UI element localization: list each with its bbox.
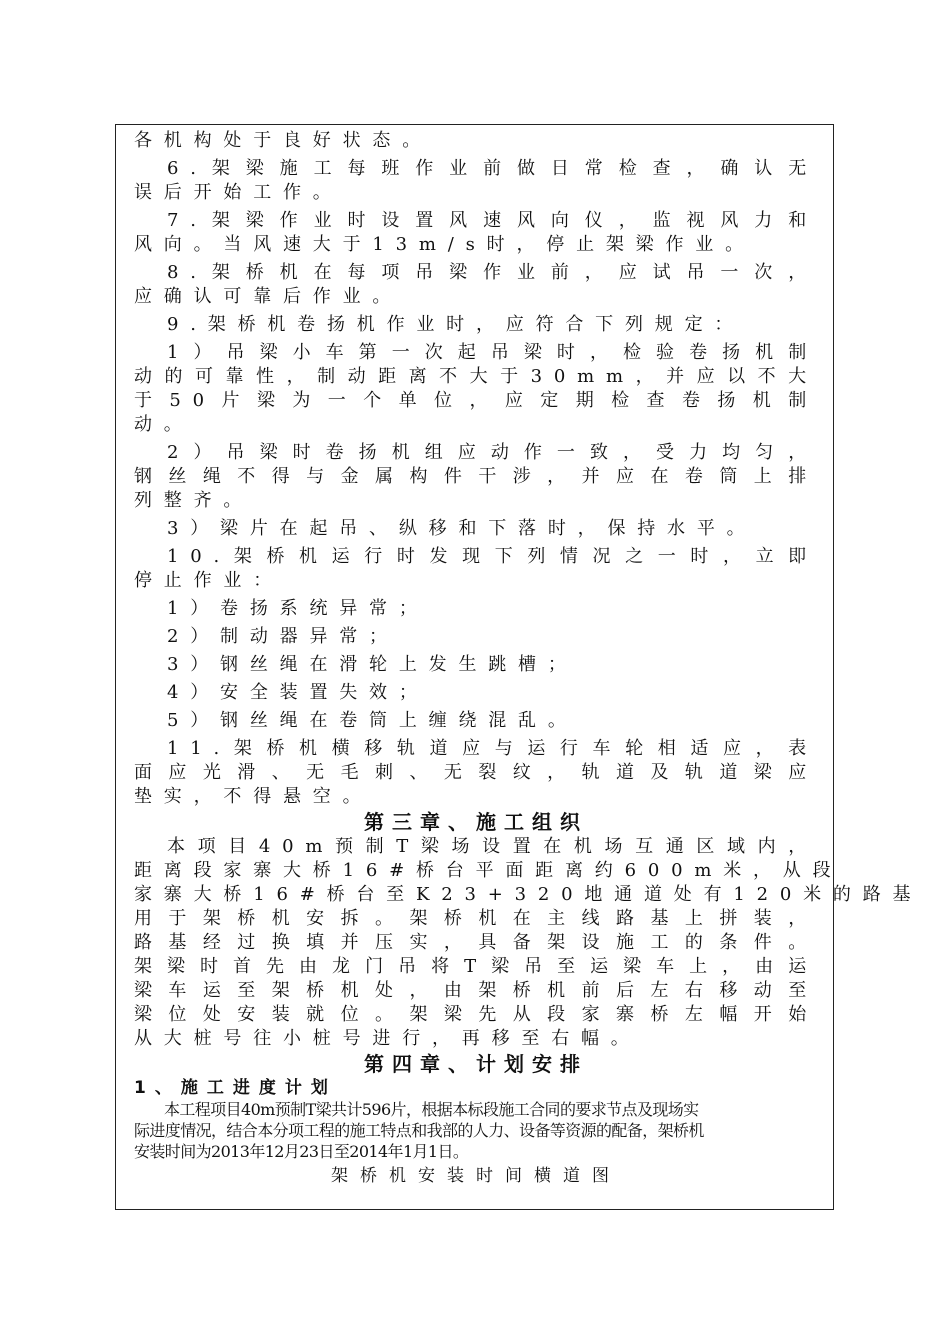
text-line: 3）钢丝绳在滑轮上发生跳槽； xyxy=(167,654,578,675)
text-line: 架梁时首先由龙门吊将T梁吊至运梁车上，由运 xyxy=(134,956,818,977)
text-line: 6.架梁施工每班作业前做日常检查，确认无 xyxy=(167,158,818,179)
text-line: 应确认可靠后作业。 xyxy=(134,286,403,307)
text-line: 从大桩号往小桩号进行，再移至右幅。 xyxy=(134,1028,641,1049)
text-line: 于50片梁为一个单位，应定期检查卷扬机制 xyxy=(134,390,818,411)
text-line: 列整齐。 xyxy=(134,490,254,511)
text-line: 动的可靠性，制动距离不大于30mm，并应以不大 xyxy=(134,366,818,387)
text-line: 1）卷扬系统异常； xyxy=(167,598,429,619)
text-line: 10.架桥机运行时发现下列情况之一时，立即 xyxy=(167,546,818,567)
section-title: 1、施工进度计划 xyxy=(134,1078,337,1098)
text-line: 8.架桥机在每项吊梁作业前，应试吊一次， xyxy=(167,262,818,283)
text-line: 1）吊梁小车第一次起吊梁时，检验卷扬机制 xyxy=(167,342,818,363)
page-frame xyxy=(115,124,923,1210)
text-line: 面应光滑、无毛刺、无裂纹，轨道及轨道梁应 xyxy=(134,762,818,783)
text-line: 本项目40m预制T梁场设置在机场互通区域内， xyxy=(167,836,818,857)
text-line: 9.架桥机卷扬机作业时，应符合下列规定： xyxy=(167,314,745,335)
text-line: 垫实，不得悬空。 xyxy=(134,786,373,807)
chapter-3-title: 第三章、施工组织 xyxy=(364,810,588,834)
text-line: 5）钢丝绳在卷筒上缠绕混乱。 xyxy=(167,710,578,731)
text-line: 梁位处安装就位。架梁先从段家寨桥左幅开始 xyxy=(134,1004,818,1025)
text-line: 家寨大桥16#桥台至K23+320地通道处有120米的路基 xyxy=(134,884,923,905)
text-line: 风向。当风速大于13m/s时，停止架梁作业。 xyxy=(134,234,755,255)
text-line: 4）安全装置失效； xyxy=(167,682,429,703)
text-line: 3）梁片在起吊、纵移和下落时，保持水平。 xyxy=(167,518,757,539)
text-line: 误后开始工作。 xyxy=(134,182,343,203)
text-line: 际进度情况，结合本分项工程的施工特点和我部的人力、设备等资源的配备，架桥机 xyxy=(134,1121,704,1140)
chapter-4-title: 第四章、计划安排 xyxy=(364,1052,588,1076)
text-line: 梁车运至架桥机处，由架桥机前后左右移动至 xyxy=(134,980,818,1001)
text-line: 2）制动器异常； xyxy=(167,626,399,647)
text-line: 7.架梁作业时设置风速风向仪，监视风力和 xyxy=(167,210,818,231)
text-line: 本工程项目40m预制T梁共计596片，根据本标段施工合同的要求节点及现场实 xyxy=(164,1100,699,1119)
text-line: 停止作业： xyxy=(134,570,283,591)
text-line: 钢丝绳不得与金属构件干涉，并应在卷筒上排 xyxy=(134,466,818,487)
document-body xyxy=(134,129,923,1190)
text-line: 安装时间为2013年12月23日至2014年1月1日。 xyxy=(134,1142,469,1161)
text-line: 2）吊梁时卷扬机组应动作一致，受力均匀， xyxy=(167,442,818,463)
figure-caption: 架桥机安装时间横道图 xyxy=(331,1166,621,1186)
text-line: 各机构处于良好状态。 xyxy=(134,130,432,151)
text-line: 路基经过换填并压实，具备架设施工的条件。 xyxy=(134,932,818,953)
text-line: 11.架桥机横移轨道应与运行车轮相适应，表 xyxy=(167,738,818,759)
text-line: 动。 xyxy=(134,414,194,435)
text-line: 距离段家寨大桥16#桥台平面距离约600m米，从段 xyxy=(134,860,843,881)
text-line: 用于架桥机安拆。架桥机在主线路基上拼装， xyxy=(134,908,818,929)
